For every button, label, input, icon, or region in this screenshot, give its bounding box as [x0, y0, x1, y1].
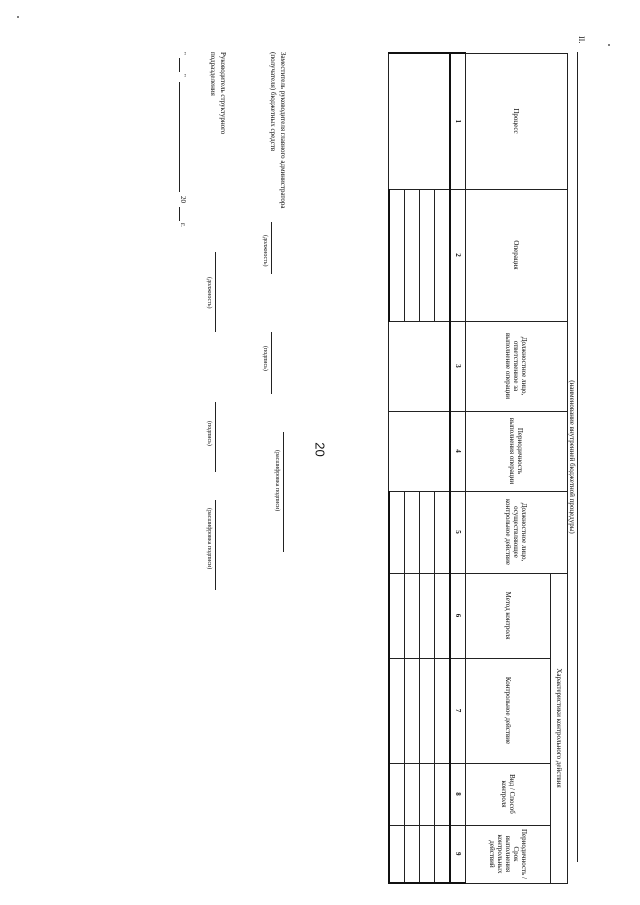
table-cell[interactable] [405, 573, 420, 658]
column-number: 6 [450, 573, 466, 658]
table-cell[interactable] [435, 573, 451, 658]
table-cell[interactable] [420, 573, 435, 658]
column-header-process: Процесс [466, 53, 568, 189]
column-header-controlling-official: Должностное лицо, осуществляющее контрольное действие [466, 491, 568, 573]
table-cell[interactable] [389, 491, 405, 573]
deputy-decoding-caption: (расшифровка подписи) [274, 450, 280, 512]
date-month-line [179, 82, 180, 192]
head-title-line2: подразделения [209, 52, 217, 96]
date-year-line [179, 207, 180, 221]
table-cell[interactable] [389, 321, 450, 411]
head-position-line [215, 252, 216, 332]
table-cell[interactable] [435, 763, 451, 825]
table-cell[interactable] [435, 189, 451, 321]
table-cell[interactable] [405, 491, 420, 573]
column-header-responsible-official: Должностное лицо, ответственное за выполнение операции [466, 321, 568, 411]
column-number: 5 [450, 491, 466, 573]
deputy-signature-line [271, 332, 272, 394]
table-cell[interactable] [389, 763, 405, 825]
section-mark: II. [577, 36, 586, 44]
table-cell[interactable] [389, 825, 405, 883]
deputy-decoding-line [283, 432, 284, 552]
table-cell[interactable] [389, 573, 405, 658]
head-decoding-caption: (расшифровка подписи) [206, 508, 212, 570]
deputy-position-caption: (должность) [262, 235, 268, 267]
date-close-quote: " [179, 74, 187, 77]
date-year-suffix: г. [179, 223, 187, 227]
procedure-name-line [577, 52, 578, 862]
table-cell[interactable] [435, 658, 451, 763]
column-header-operation-periodicity: Периодичность выполнения операции [466, 411, 568, 491]
table-cell[interactable] [420, 825, 435, 883]
head-decoding-line [215, 500, 216, 590]
column-header-operation: Операция [466, 189, 568, 321]
column-header-control-action: Контрольное действие [466, 658, 551, 763]
scan-speck [608, 44, 610, 46]
date-open-quote: " [179, 52, 187, 55]
table-cell[interactable] [405, 658, 420, 763]
head-title-line1: Руководитель структурного [219, 52, 227, 135]
table-cell[interactable] [405, 763, 420, 825]
deputy-position-line [271, 222, 272, 274]
deputy-title-line1: Заместитель руководителя главного администратора [279, 52, 287, 209]
date-day-line [179, 58, 180, 72]
scan-speck [17, 16, 19, 18]
table-cell[interactable] [435, 491, 451, 573]
head-position-caption: (должность) [206, 277, 212, 309]
column-number: 4 [450, 411, 466, 491]
control-actions-table [388, 52, 568, 884]
column-number: 3 [450, 321, 466, 411]
column-number: 2 [450, 189, 466, 321]
head-signature-line [215, 402, 216, 472]
table-cell[interactable] [420, 658, 435, 763]
column-header-control-method: Метод контроля [466, 573, 551, 658]
page-number: 20 [312, 442, 328, 457]
deputy-title-line2: (получателя) бюджетных средств [269, 52, 277, 152]
table-cell[interactable] [420, 763, 435, 825]
table-cell[interactable] [405, 825, 420, 883]
table-cell[interactable] [405, 189, 420, 321]
table-cell[interactable] [389, 658, 405, 763]
table-cell[interactable] [389, 411, 450, 491]
rotated-form-sheet [50, 30, 590, 879]
column-number: 7 [450, 658, 466, 763]
table-row [435, 53, 451, 883]
head-signature-caption: (подпись) [206, 421, 212, 446]
column-number: 8 [450, 763, 466, 825]
deputy-signature-caption: (подпись) [262, 346, 268, 371]
column-header-control-type: Вид / Способ контроля [466, 763, 551, 825]
table-cell[interactable] [389, 53, 450, 189]
date-year-prefix: 20 [179, 196, 187, 203]
column-header-control-deadline: Периодичность / Срок выполнения контрольных действий [466, 825, 551, 883]
procedure-caption: (наименование внутренней бюджетной процедуры) [568, 380, 576, 534]
table-cell[interactable] [435, 825, 451, 883]
table-cell[interactable] [420, 491, 435, 573]
column-number: 9 [450, 825, 466, 883]
column-number: 1 [450, 53, 466, 189]
table-cell[interactable] [420, 189, 435, 321]
group-header-control-characteristics: Характеристики контрольного действия [551, 573, 568, 883]
table-cell[interactable] [389, 189, 405, 321]
